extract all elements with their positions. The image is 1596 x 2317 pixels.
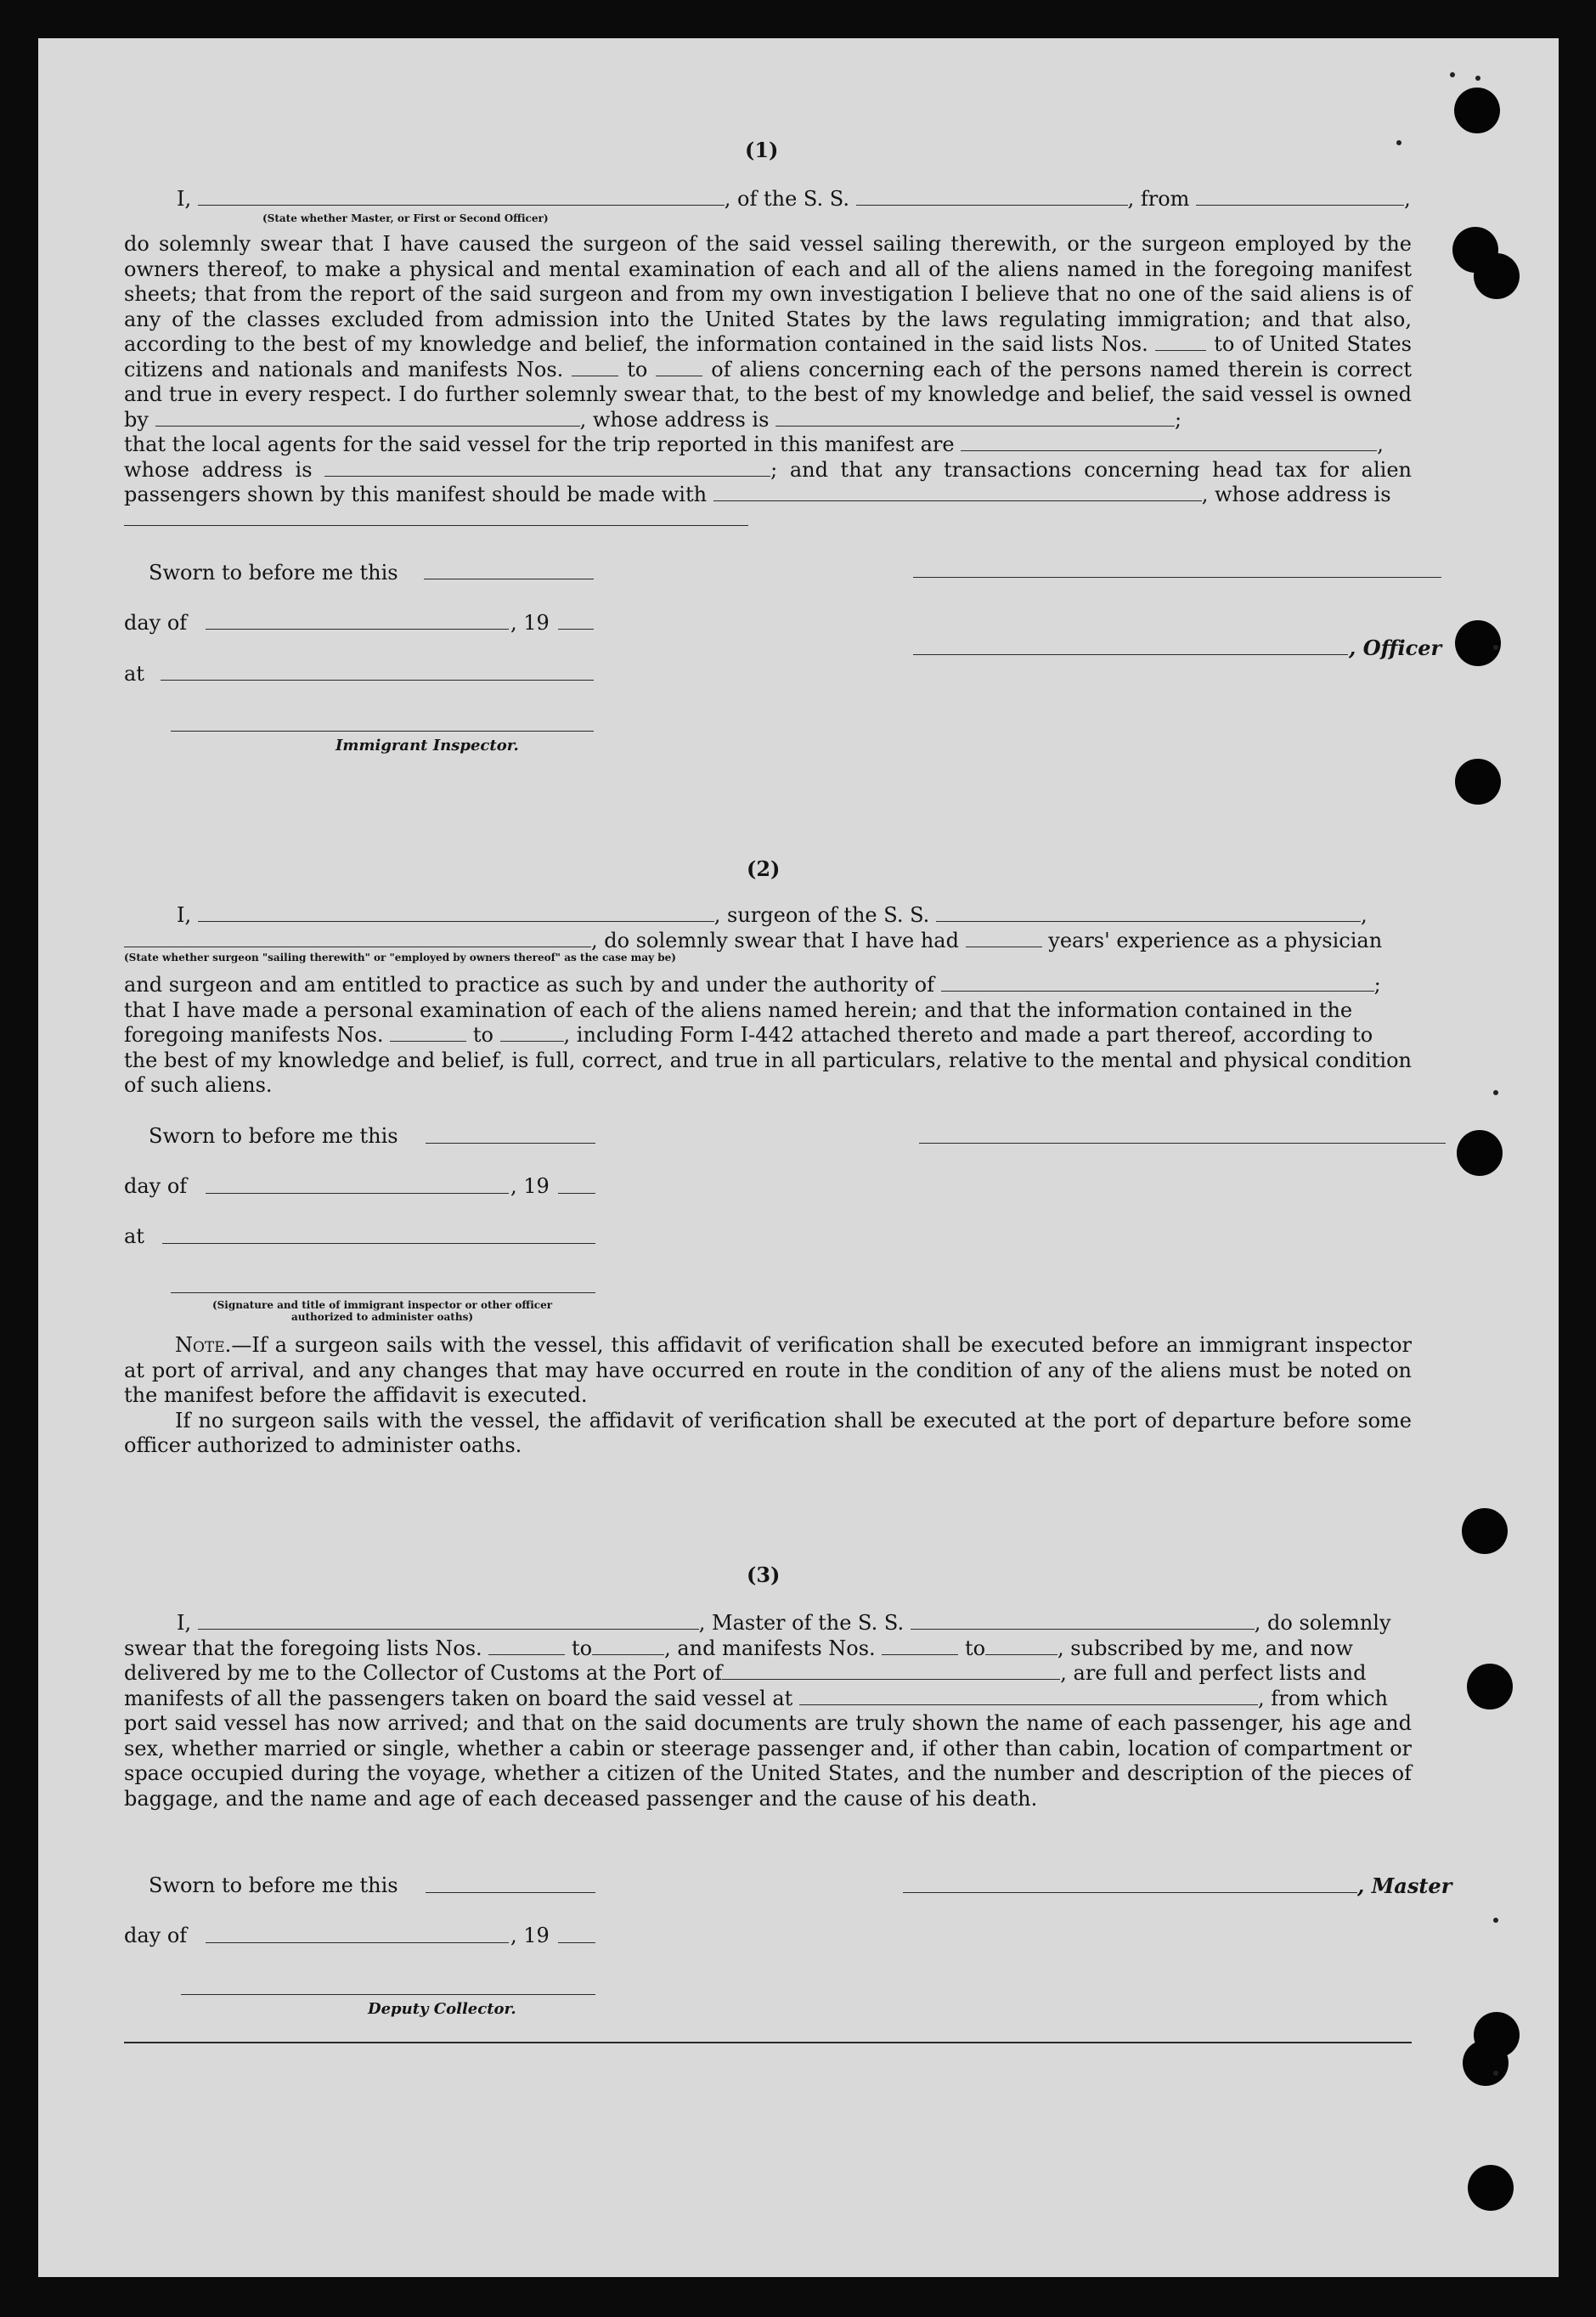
punct: , — [1360, 903, 1368, 927]
section-number: (3) — [747, 1563, 781, 1587]
binder-hole — [1454, 88, 1500, 133]
ink-speck — [1493, 2071, 1498, 2076]
affidavit-text: and surgeon and am entitled to practice as such by and under the authority of — [124, 973, 934, 997]
affidavit-text: , do solemnly swear that I have had — [591, 928, 959, 952]
embarkation-port-field[interactable] — [799, 1689, 1258, 1705]
label-to: to — [472, 1023, 493, 1047]
inspector-signature-line[interactable] — [171, 731, 594, 732]
label-from: , from — [1127, 187, 1190, 211]
month-field[interactable] — [206, 1942, 509, 1943]
manifests-from-field[interactable] — [572, 360, 618, 376]
month-field[interactable] — [206, 629, 509, 630]
officer-label: , Officer — [1349, 636, 1442, 660]
note-label: Note. — [175, 1333, 232, 1357]
year-field[interactable] — [558, 1193, 595, 1194]
year-field[interactable] — [558, 629, 594, 630]
affidavit-text: swear that the foregoing lists Nos. — [124, 1636, 482, 1660]
label-to: to — [1214, 332, 1235, 356]
punct: ; — [1373, 973, 1381, 997]
manifests-to-field[interactable] — [985, 1639, 1057, 1655]
caption-surgeon-status: (State whether surgeon "sailing therewith" or "employed by owners thereof" as the case may be) — [124, 952, 676, 964]
punct: , — [1377, 432, 1384, 456]
section-number: (1) — [745, 138, 779, 162]
inspector-signature-line[interactable] — [171, 1292, 595, 1293]
manifests-from-field[interactable] — [882, 1639, 958, 1655]
master-ship-field[interactable] — [911, 1613, 1255, 1630]
label-address: , whose address is — [579, 407, 770, 432]
surgeon-ship-field[interactable] — [936, 906, 1361, 922]
ink-speck — [1396, 140, 1401, 145]
affidavit-text: that I have made a personal examination of each of the aliens named herein; and that the information contained in the — [124, 997, 1353, 1022]
affidavit-text: , from which — [1257, 1686, 1388, 1710]
pronoun-i: I, — [177, 187, 192, 211]
officer-name-field[interactable] — [198, 189, 725, 206]
affidavit-text: of aliens concerning each of the persons named therein is correct and true in every respect. I do further solemnly swear that, to the best of my knowledge and belief, the said vessel is owned by — [124, 357, 1412, 432]
label-of-ss: , of the S. S. — [724, 187, 849, 211]
affidavit-text: ; and that any transactions concerning head tax for alien passengers shown by this manifest should be made with — [124, 457, 1412, 506]
label-address: , whose address is — [1201, 483, 1391, 506]
punct: , — [1404, 187, 1411, 211]
note-text: —If a surgeon sails with the vessel, this affidavit of verification shall be executed before an immigrant inspector at port of arrival, and any changes that may have occurred en route in the condition of any of the aliens must be noted on the manifest before the affidavit is executed. — [124, 1333, 1412, 1407]
label-surgeon: , surgeon of the S. S. — [713, 903, 930, 927]
license-authority-field[interactable] — [941, 975, 1374, 992]
day-of-label: day of — [124, 1924, 188, 1947]
affidavit-text: years' experience as a physician — [1048, 928, 1383, 952]
affidavit-text: , do solemnly — [1254, 1611, 1391, 1635]
ink-speck — [1493, 1918, 1498, 1923]
manifest-page — [38, 38, 1559, 2277]
owner-address-field[interactable] — [775, 410, 1175, 427]
affidavit-text: , including Form I-442 attached thereto and made a part thereof, according to — [563, 1023, 1373, 1047]
lists-from-field[interactable] — [1155, 335, 1206, 351]
binder-hole — [1462, 1508, 1508, 1554]
binder-hole — [1455, 620, 1501, 666]
place-field[interactable] — [162, 1243, 595, 1244]
label-to: to — [571, 1636, 593, 1660]
affidavit-master — [124, 187, 1412, 212]
port-field[interactable] — [722, 1664, 1060, 1680]
sworn-day-field[interactable] — [426, 1892, 595, 1893]
head-tax-address-field[interactable] — [124, 510, 748, 526]
at-label: at — [124, 1224, 144, 1248]
affidavit-surgeon-body — [124, 973, 1412, 1099]
affidavit-text: manifests of all the passengers taken on board the said vessel at — [124, 1686, 793, 1710]
section-number: (2) — [747, 856, 781, 881]
manifests-to-field[interactable] — [656, 360, 702, 376]
ink-speck — [1493, 1090, 1498, 1095]
year-label: , 19 — [510, 1924, 550, 1947]
surgeon-status-field[interactable] — [124, 931, 591, 947]
affidavit-surgeon-line1 — [124, 903, 1412, 953]
master-label: , Master — [1357, 1873, 1452, 1898]
binder-hole — [1457, 1130, 1503, 1176]
affidavit-text: , and manifests Nos. — [664, 1636, 876, 1660]
ship-name-field[interactable] — [856, 189, 1128, 206]
affidavit-text: delivered by me to the Collector of Customs at the Port of — [124, 1661, 723, 1685]
local-agents-field[interactable] — [961, 435, 1377, 451]
binder-hole — [1455, 759, 1501, 805]
affidavit-text: , subscribed by me, and now — [1057, 1636, 1353, 1660]
pronoun-i: I, — [177, 903, 192, 927]
affidavit-text: of United States citizens and nationals and manifests Nos. — [124, 332, 1412, 381]
bottom-rule — [124, 2042, 1412, 2043]
manifests-to-field[interactable] — [500, 1026, 564, 1042]
departure-port-field[interactable] — [1196, 189, 1404, 206]
label-address: whose address is — [124, 457, 313, 482]
agents-address-field[interactable] — [324, 461, 770, 477]
collector-signature-line[interactable] — [181, 1994, 595, 1995]
manifests-from-field[interactable] — [390, 1026, 466, 1042]
note-text-2: If no surgeon sails with the vessel, the affidavit of verification shall be executed at the port of departure before some officer authorized to administer oaths. — [124, 1408, 1412, 1457]
surgeon-name-field[interactable] — [198, 906, 714, 922]
affidavit-text: that the local agents for the said vessel for the trip reported in this manifest are — [124, 432, 955, 456]
years-experience-field[interactable] — [966, 931, 1042, 947]
affidavit-text: foregoing manifests Nos. — [124, 1023, 384, 1047]
binder-hole — [1463, 2040, 1509, 2086]
officer-signature-line-1[interactable] — [913, 577, 1441, 578]
pronoun-i: I, — [177, 1611, 192, 1635]
label-master: , Master of the S. S. — [698, 1611, 905, 1635]
master-signature-line[interactable] — [903, 1892, 1357, 1893]
lists-from-field[interactable] — [488, 1639, 565, 1655]
officer-signature-line-2[interactable] — [913, 654, 1348, 655]
sworn-label: Sworn to before me this — [149, 1124, 398, 1148]
note-block — [124, 1333, 1412, 1459]
head-tax-contact-field[interactable] — [713, 485, 1202, 501]
at-label: at — [124, 662, 144, 686]
year-label: , 19 — [510, 611, 550, 635]
place-field[interactable] — [161, 680, 594, 681]
affidavit-text: do solemnly swear that I have caused the surgeon of the said vessel sailing therewith, or the surgeon employed by the owners thereof, to make a physical and mental examination of each and all of the aliens named in the foregoing manifest sheets; that from the report of the said surgeon and from my own investigation I believe that no one of the said aliens is of any of the classes excluded from admission into the United States by the laws regulating immigration; and that also, according to the best of my knowledge and belief, the information contained in the said lists Nos. — [124, 232, 1412, 356]
surgeon-signature-line[interactable] — [919, 1143, 1446, 1144]
lists-to-field[interactable] — [592, 1639, 664, 1655]
inspector-caption: Immigrant Inspector. — [336, 737, 519, 754]
master-name-field[interactable] — [198, 1613, 699, 1630]
signature-caption: (Signature and title of immigrant inspector or other officer authorized to administer oaths) — [211, 1299, 553, 1323]
ink-speck — [1493, 645, 1498, 650]
label-to: to — [964, 1636, 986, 1660]
binder-hole — [1467, 1664, 1513, 1709]
label-to: to — [627, 357, 648, 381]
month-field[interactable] — [206, 1193, 509, 1194]
collector-caption: Deputy Collector. — [368, 2000, 516, 2018]
owner-field[interactable] — [155, 410, 410, 427]
affidavit-text: the best of my knowledge and belief, is full, correct, and true in all particulars, relative to the mental and physical condition of such aliens. — [124, 1048, 1412, 1097]
caption-master-rank: (State whether Master, or First or Second Officer) — [262, 212, 549, 224]
year-label: , 19 — [510, 1174, 550, 1198]
punct: ; — [1175, 407, 1182, 432]
day-of-label: day of — [124, 611, 188, 635]
binder-hole — [1474, 253, 1520, 299]
affidavit-text: , are full and perfect lists and — [1060, 1661, 1367, 1685]
affidavit-master-body — [124, 232, 1412, 526]
sworn-day-field[interactable] — [426, 1143, 595, 1144]
affidavit-text: port said vessel has now arrived; and that on the said documents are truly shown the name of each passenger, his age and sex, whether married or single, whether a cabin or steerage passenger and, if other than cabin, location of compartment or space occupied during the voyage, whether a citizen of the United States, and the number and description of the pieces of baggage, and the name and age of each deceased passenger and the cause of his death. — [124, 1711, 1412, 1811]
sworn-label: Sworn to before me this — [149, 1873, 398, 1897]
ink-speck — [1475, 76, 1480, 81]
ink-speck — [1450, 72, 1455, 77]
owner-field-cont[interactable] — [410, 410, 580, 427]
binder-hole — [1468, 2165, 1514, 2211]
day-of-label: day of — [124, 1174, 188, 1198]
year-field[interactable] — [558, 1942, 595, 1943]
sworn-label: Sworn to before me this — [149, 561, 398, 585]
affidavit-master-delivery — [124, 1611, 1412, 1811]
